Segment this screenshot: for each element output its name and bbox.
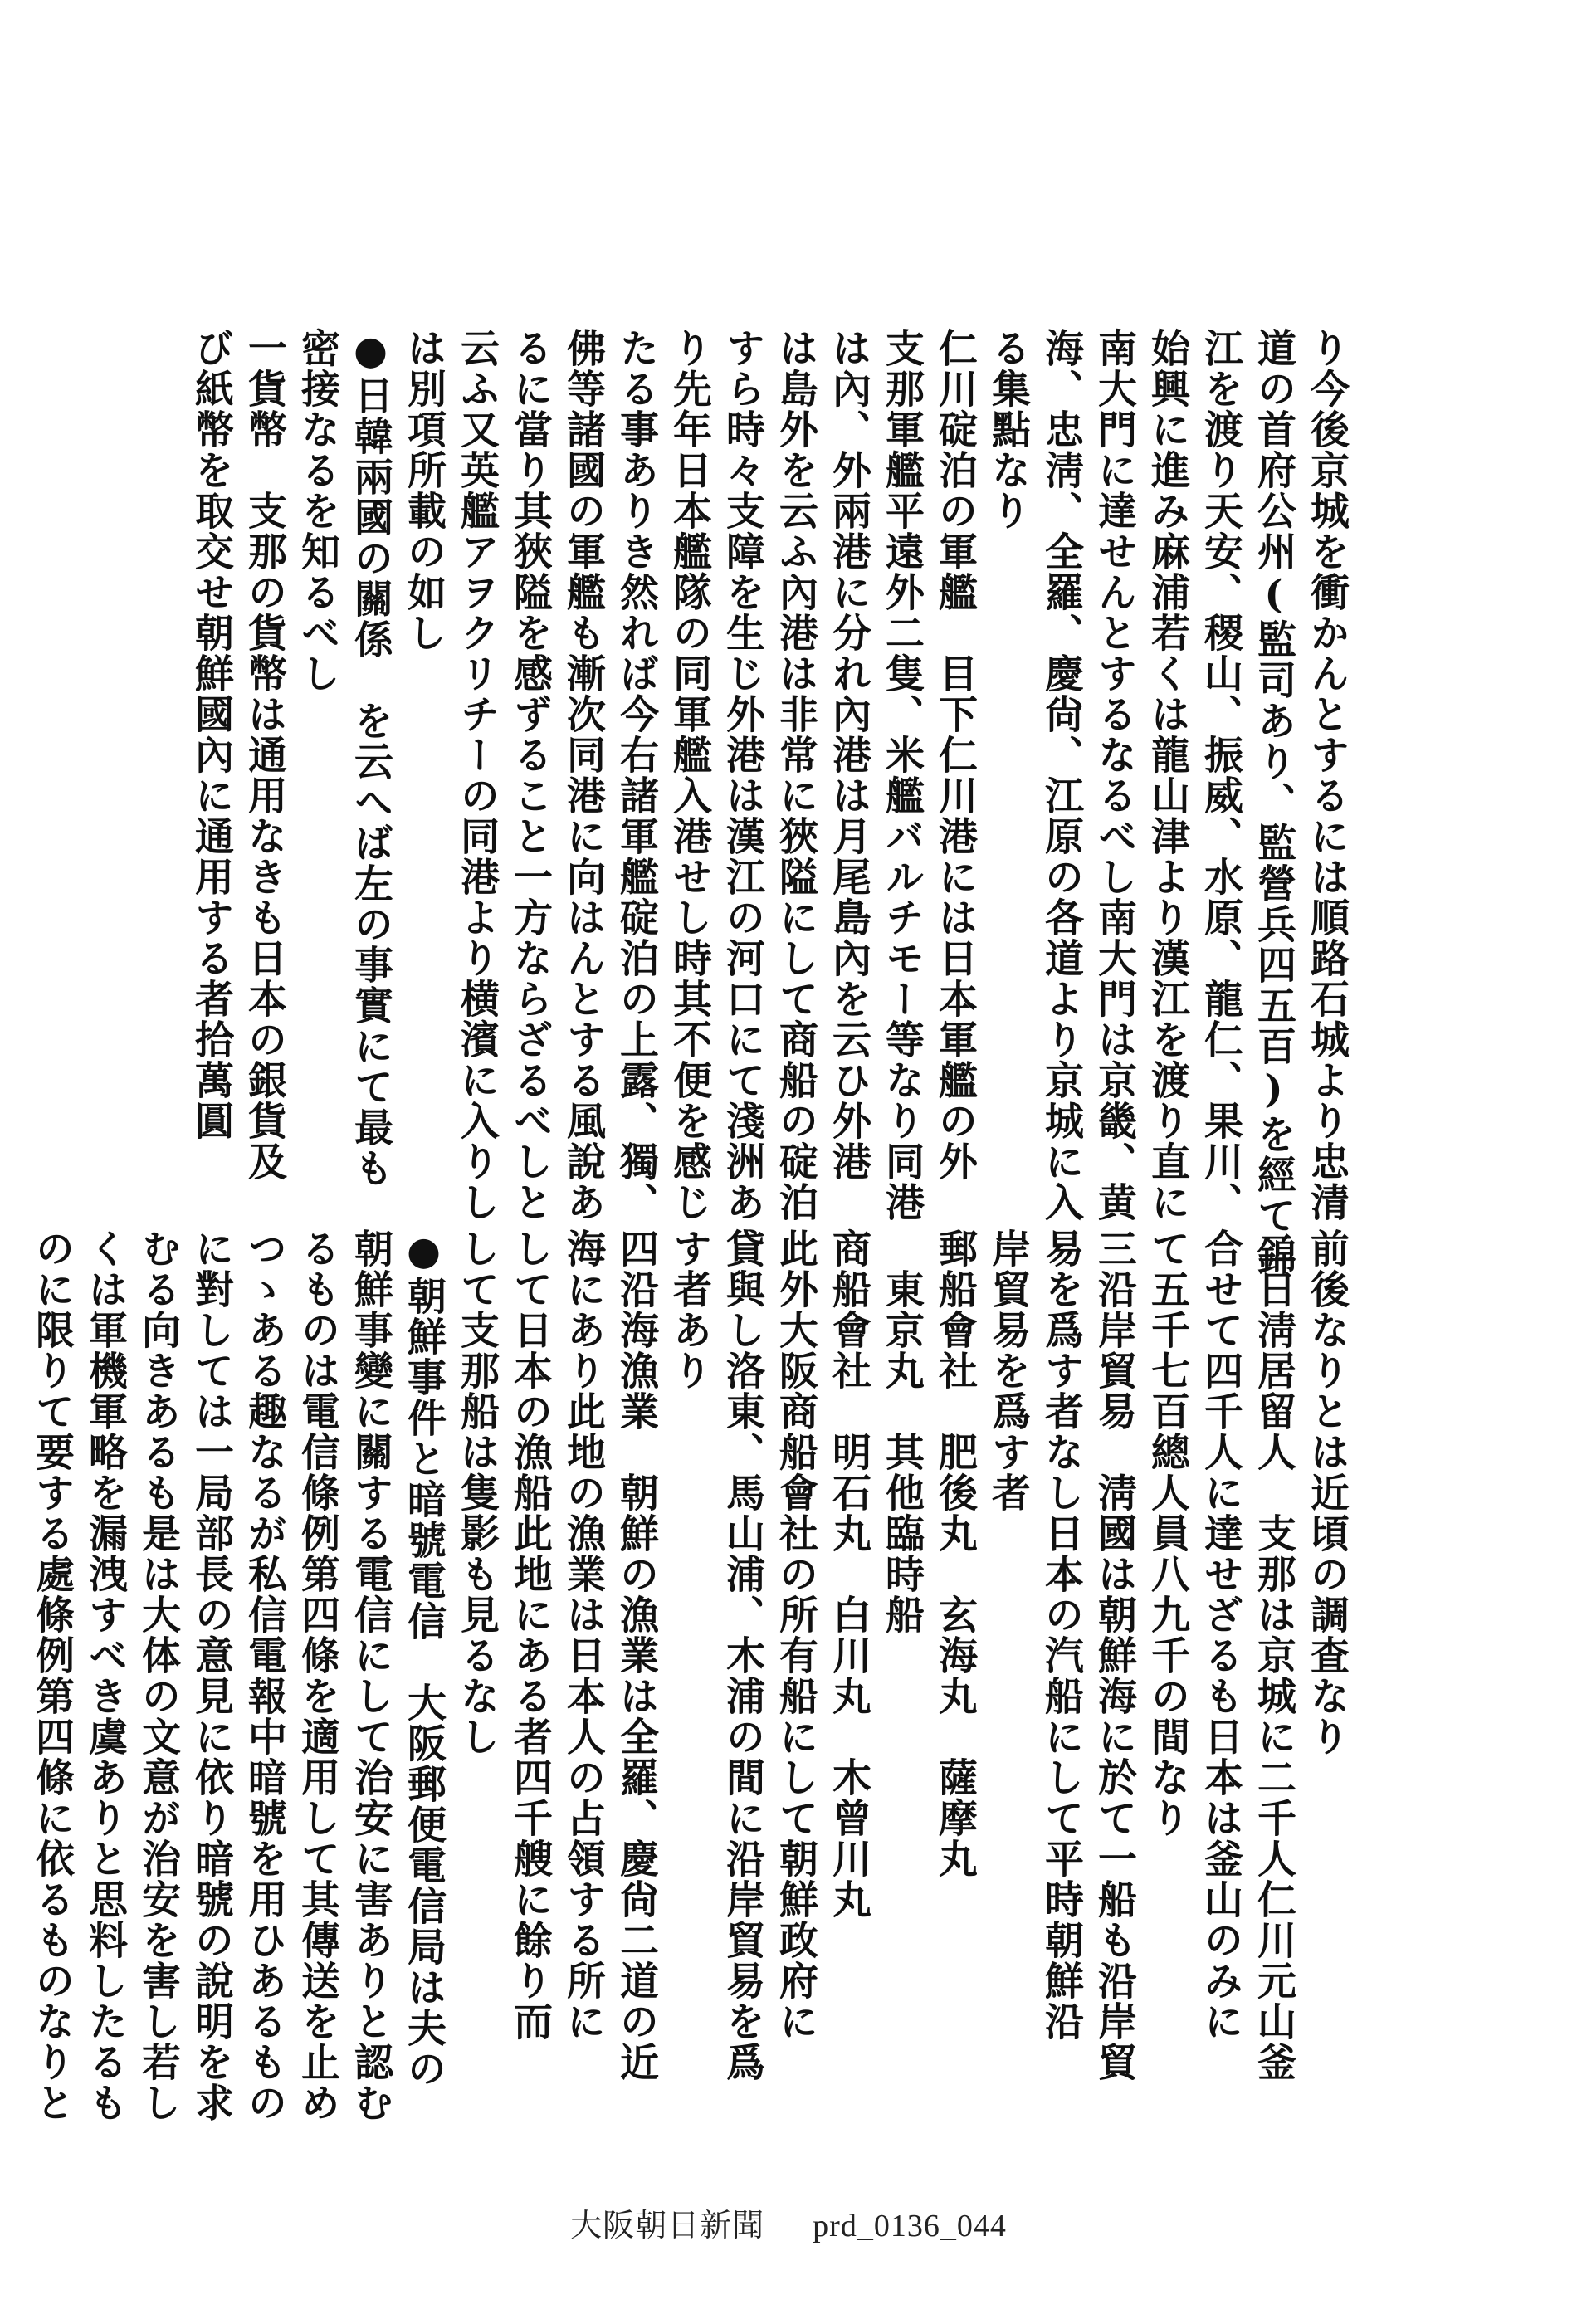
lower-text-column: ●朝鮮事件と暗號電信 大阪郵便電信局は夫の: [401, 1228, 447, 2089]
newspaper-name: 大阪朝日新聞: [570, 2209, 765, 2243]
lower-text-column: 合せて四千人に達せざるも日本は釜山のみに: [1198, 1228, 1243, 2042]
lower-text-column: して日本の漁船此地にある者四千艘に餘り而: [507, 1228, 553, 2042]
lower-text-column: 三沿岸貿易 淸國は朝鮮海に於て一船も沿岸貿: [1091, 1228, 1137, 2082]
upper-text-column: る集點なり: [985, 328, 1031, 531]
upper-text-column: は島外を云ふ內港は非常に狹隘にして商船の碇泊: [773, 328, 818, 1223]
lower-text-column: に對しては一局部長の意見に依り暗號の說明を求: [188, 1228, 234, 2123]
lower-text-column: 東京丸 其他臨時船: [879, 1228, 925, 1635]
lower-text-column: す者あり: [666, 1228, 712, 1391]
lower-text-column: つゝある趣なるが私信電報中暗號を用ひあるもの: [242, 1228, 287, 2123]
upper-text-column: 一貨幣 支那の貨幣は通用なきも日本の銀貨及: [242, 328, 287, 1182]
upper-text-column: るに當り其狹隘を感ずること一方ならざるべしと: [507, 328, 553, 1223]
lower-text-column: 郵船會社 肥後丸 玄海丸 薩摩丸: [932, 1228, 978, 1879]
lower-text-column: のに限りて要する處條例第四條に依るものなりと: [29, 1228, 75, 2123]
lower-text-column: 商船會社 明石丸 白川丸 木曾川丸: [826, 1228, 872, 1920]
lower-text-column: 貸與し洛東、馬山浦、木浦の間に沿岸貿易を爲: [720, 1228, 765, 2082]
page-id: prd_0136_044: [813, 2209, 1007, 2243]
lower-text-column: 二日淸居留人 支那は京城に二千人仁川元山釜: [1251, 1228, 1296, 2082]
upper-text-column: 佛等諸國の軍艦も漸次同港に向はんとする風說あ: [560, 328, 606, 1223]
upper-text-column: ●日韓兩國の關係 を云へば左の事實にて最も: [348, 328, 393, 1189]
lower-text-column: 朝鮮事變に關する電信にして治安に害ありと認む: [348, 1228, 393, 2123]
lower-text-column: して支那船は隻影も見るなし: [454, 1228, 500, 1757]
upper-text-column: び紙幣を取交せ朝鮮國內に通用する者拾萬圓: [188, 328, 234, 1141]
upper-text-column: は別項所載の如し: [401, 328, 447, 653]
lower-text-column: 此外大阪商船會社の所有船にして朝鮮政府に: [773, 1228, 818, 2042]
lower-text-column: 前後なりとは近頃の調査なり: [1304, 1228, 1350, 1757]
upper-text-column: 始興に進み麻浦若くは龍山津より漢江を渡り直に: [1145, 328, 1190, 1223]
article-block-lower: [29, 1228, 1353, 2123]
article-block-upper: [170, 328, 1353, 1277]
upper-text-column: すら時々支障を生じ外港は漢江の河口にて淺洲あ: [720, 328, 765, 1223]
lower-text-column: て五千七百總人員八九千の間なり: [1145, 1228, 1190, 1838]
page-footer: [0, 2200, 1577, 2245]
lower-text-column: 易を爲す者なし日本の汽船にして平時朝鮮沿: [1038, 1228, 1084, 2042]
lower-text-column: るものは電信條例第四條を適用して其傳送を止め: [295, 1228, 340, 2123]
upper-text-column: は內、外兩港に分れ內港は月尾島內を云ひ外港: [826, 328, 872, 1182]
upper-text-column: 南大門に達せんとするなるべし南大門は京畿、黄: [1091, 328, 1137, 1223]
upper-text-column: り先年日本艦隊の同軍艦入港せし時其不便を感じ: [666, 328, 712, 1223]
upper-text-column: 云ふ又英艦アヲクリチーの同港より横濱に入りし: [454, 328, 500, 1223]
lower-text-column: 岸貿易を爲す者: [985, 1228, 1031, 1513]
upper-text-column: 仁川碇泊の軍艦 目下仁川港には日本軍艦の外: [932, 328, 978, 1182]
upper-text-column: 支那軍艦平遠外二隻、米艦バルチモー等なり同港: [879, 328, 925, 1223]
lower-text-column: 四沿海漁業 朝鮮の漁業は全羅、慶尙二道の近: [613, 1228, 659, 2082]
upper-text-column: 江を渡り天安、稷山、振威、水原、龍仁、果川、: [1198, 328, 1243, 1223]
upper-text-column: り今後京城を衝かんとするには順路石城より忠清: [1304, 328, 1350, 1223]
lower-text-column: むる向きあるも是は大体の文意が治安を害し若し: [135, 1228, 181, 2123]
upper-text-column: 海、忠淸、全羅、慶尙、江原の各道より京城に入: [1038, 328, 1084, 1223]
lower-text-column: 海にあり此地の漁業は日本人の占領する所に: [560, 1228, 606, 2042]
upper-text-column: たる事ありき然れば今右諸軍艦碇泊の上露、獨、: [613, 328, 659, 1223]
lower-text-column: くは軍機軍略を漏洩すべき虞ありと思料したるも: [82, 1228, 128, 2123]
upper-text-column: 道の首府公州(監司あり、監營兵四五百)を經て錦: [1251, 328, 1296, 1277]
upper-text-column: 密接なるを知るべし: [295, 328, 340, 694]
